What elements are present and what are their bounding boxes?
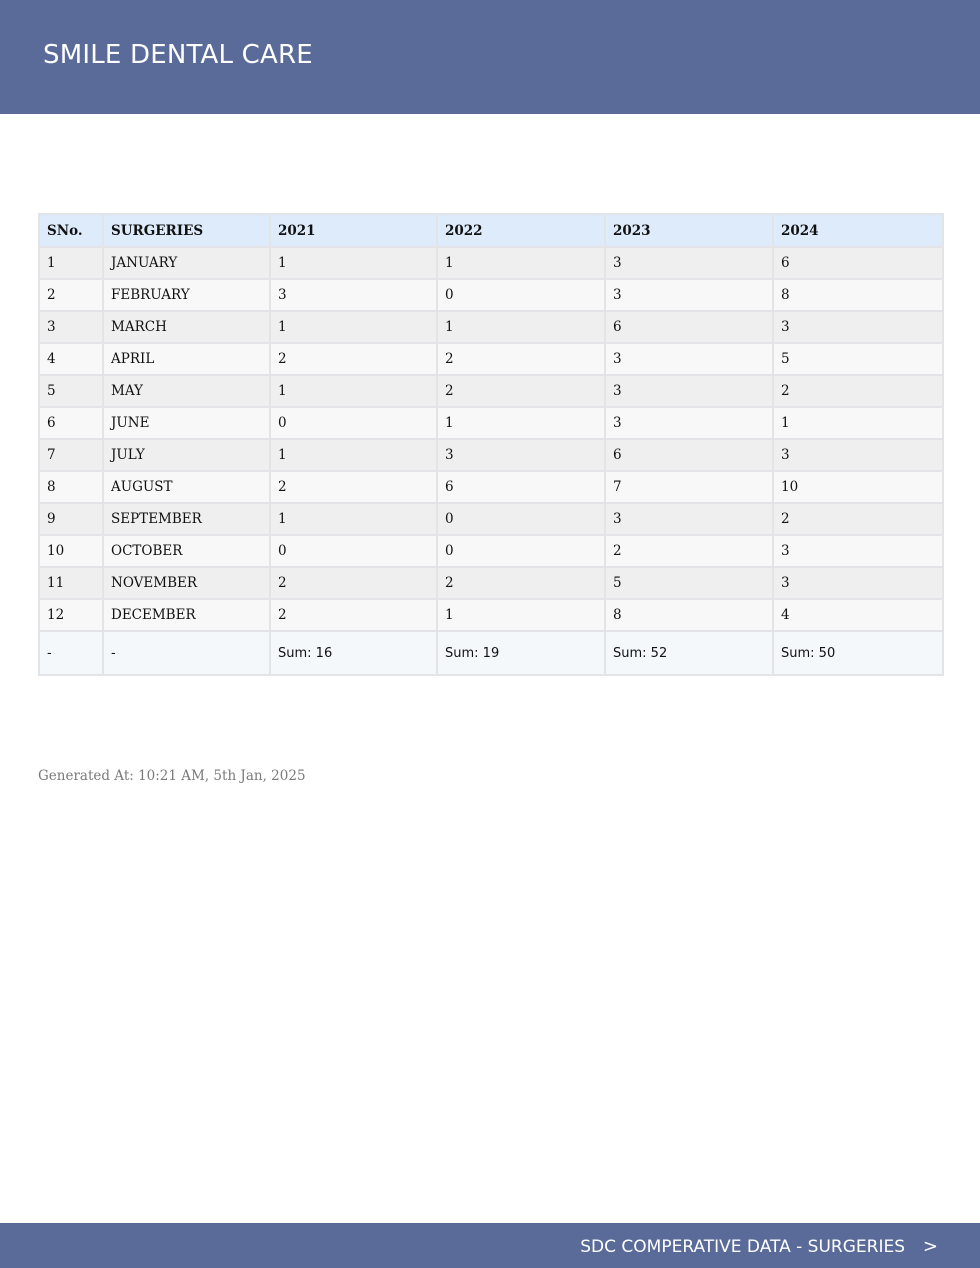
table-cell: 3 xyxy=(773,311,943,343)
table-cell: 2 xyxy=(39,279,103,311)
totals-row xyxy=(39,631,943,675)
table-cell: 1 xyxy=(437,311,605,343)
table-cell: 0 xyxy=(437,279,605,311)
table-cell: 6 xyxy=(39,407,103,439)
table-cell: 3 xyxy=(605,407,773,439)
table-cell: 0 xyxy=(270,535,437,567)
table-cell: 0 xyxy=(437,535,605,567)
table-cell: 2 xyxy=(270,567,437,599)
table-cell: 2 xyxy=(773,375,943,407)
table-cell: JUNE xyxy=(103,407,270,439)
table-cell: 1 xyxy=(270,247,437,279)
table-cell: 2 xyxy=(437,567,605,599)
table-row xyxy=(39,375,943,407)
table-cell: 8 xyxy=(39,471,103,503)
table-cell: 2 xyxy=(270,471,437,503)
surgeries-table-container xyxy=(38,213,942,676)
table-cell: 7 xyxy=(39,439,103,471)
table-row xyxy=(39,567,943,599)
table-cell: 2 xyxy=(437,343,605,375)
table-row xyxy=(39,599,943,631)
table-cell: 10 xyxy=(39,535,103,567)
table-cell: 1 xyxy=(270,503,437,535)
table-cell: 6 xyxy=(773,247,943,279)
generated-timestamp: Generated At: 10:21 AM, 5th Jan, 2025 xyxy=(38,768,306,784)
table-row xyxy=(39,247,943,279)
table-cell: 2 xyxy=(437,375,605,407)
total-cell: Sum: 52 xyxy=(605,631,773,675)
chevron-right-icon[interactable]: > xyxy=(922,1236,938,1257)
table-cell: FEBRUARY xyxy=(103,279,270,311)
total-cell: - xyxy=(103,631,270,675)
table-cell: AUGUST xyxy=(103,471,270,503)
table-cell: 3 xyxy=(437,439,605,471)
total-cell: Sum: 19 xyxy=(437,631,605,675)
table-cell: 1 xyxy=(39,247,103,279)
table-cell: 5 xyxy=(773,343,943,375)
footer-bar xyxy=(0,1223,980,1268)
table-row xyxy=(39,535,943,567)
table-cell: MARCH xyxy=(103,311,270,343)
table-cell: 12 xyxy=(39,599,103,631)
total-cell: - xyxy=(39,631,103,675)
table-cell: 3 xyxy=(605,247,773,279)
table-cell: 4 xyxy=(39,343,103,375)
table-cell: 2 xyxy=(605,535,773,567)
table-cell: 1 xyxy=(270,439,437,471)
table-row xyxy=(39,279,943,311)
table-cell: 6 xyxy=(605,311,773,343)
table-cell: 1 xyxy=(437,407,605,439)
table-cell: JULY xyxy=(103,439,270,471)
table-cell: 3 xyxy=(605,375,773,407)
table-cell: 6 xyxy=(437,471,605,503)
table-cell: 1 xyxy=(270,311,437,343)
table-cell: APRIL xyxy=(103,343,270,375)
table-cell: SEPTEMBER xyxy=(103,503,270,535)
table-cell: 3 xyxy=(773,439,943,471)
column-header-2023: 2023 xyxy=(605,214,773,247)
header-bar xyxy=(0,0,980,114)
table-cell: 1 xyxy=(437,599,605,631)
table-cell: NOVEMBER xyxy=(103,567,270,599)
table-cell: 3 xyxy=(773,567,943,599)
table-cell: 1 xyxy=(773,407,943,439)
page-title: SMILE DENTAL CARE xyxy=(43,40,313,70)
table-cell: 5 xyxy=(605,567,773,599)
total-cell: Sum: 50 xyxy=(773,631,943,675)
table-cell: 2 xyxy=(270,343,437,375)
table-row xyxy=(39,407,943,439)
table-cell: 3 xyxy=(270,279,437,311)
table-cell: 1 xyxy=(437,247,605,279)
table-cell: 3 xyxy=(773,535,943,567)
total-cell: Sum: 16 xyxy=(270,631,437,675)
table-cell: 0 xyxy=(270,407,437,439)
table-cell: 9 xyxy=(39,503,103,535)
table-cell: 10 xyxy=(773,471,943,503)
table-cell: 3 xyxy=(605,343,773,375)
column-header-2024: 2024 xyxy=(773,214,943,247)
surgeries-table xyxy=(38,213,944,676)
table-cell: 8 xyxy=(605,599,773,631)
table-row xyxy=(39,471,943,503)
table-header-row xyxy=(39,214,943,247)
table-cell: 5 xyxy=(39,375,103,407)
table-cell: 11 xyxy=(39,567,103,599)
table-cell: 7 xyxy=(605,471,773,503)
table-row xyxy=(39,343,943,375)
table-cell: MAY xyxy=(103,375,270,407)
table-cell: OCTOBER xyxy=(103,535,270,567)
table-row xyxy=(39,439,943,471)
table-cell: 4 xyxy=(773,599,943,631)
footer-report-title: SDC COMPERATIVE DATA - SURGERIES xyxy=(580,1237,905,1257)
table-cell: DECEMBER xyxy=(103,599,270,631)
table-cell: 8 xyxy=(773,279,943,311)
table-cell: JANUARY xyxy=(103,247,270,279)
table-cell: 3 xyxy=(39,311,103,343)
table-cell: 2 xyxy=(773,503,943,535)
table-body xyxy=(39,247,943,631)
table-cell: 2 xyxy=(270,599,437,631)
table-cell: 3 xyxy=(605,279,773,311)
table-row xyxy=(39,311,943,343)
table-cell: 3 xyxy=(605,503,773,535)
column-header-surgeries: SURGERIES xyxy=(103,214,270,247)
column-header-2021: 2021 xyxy=(270,214,437,247)
table-cell: 1 xyxy=(270,375,437,407)
column-header-sno: SNo. xyxy=(39,214,103,247)
column-header-2022: 2022 xyxy=(437,214,605,247)
table-row xyxy=(39,503,943,535)
table-cell: 6 xyxy=(605,439,773,471)
table-cell: 0 xyxy=(437,503,605,535)
